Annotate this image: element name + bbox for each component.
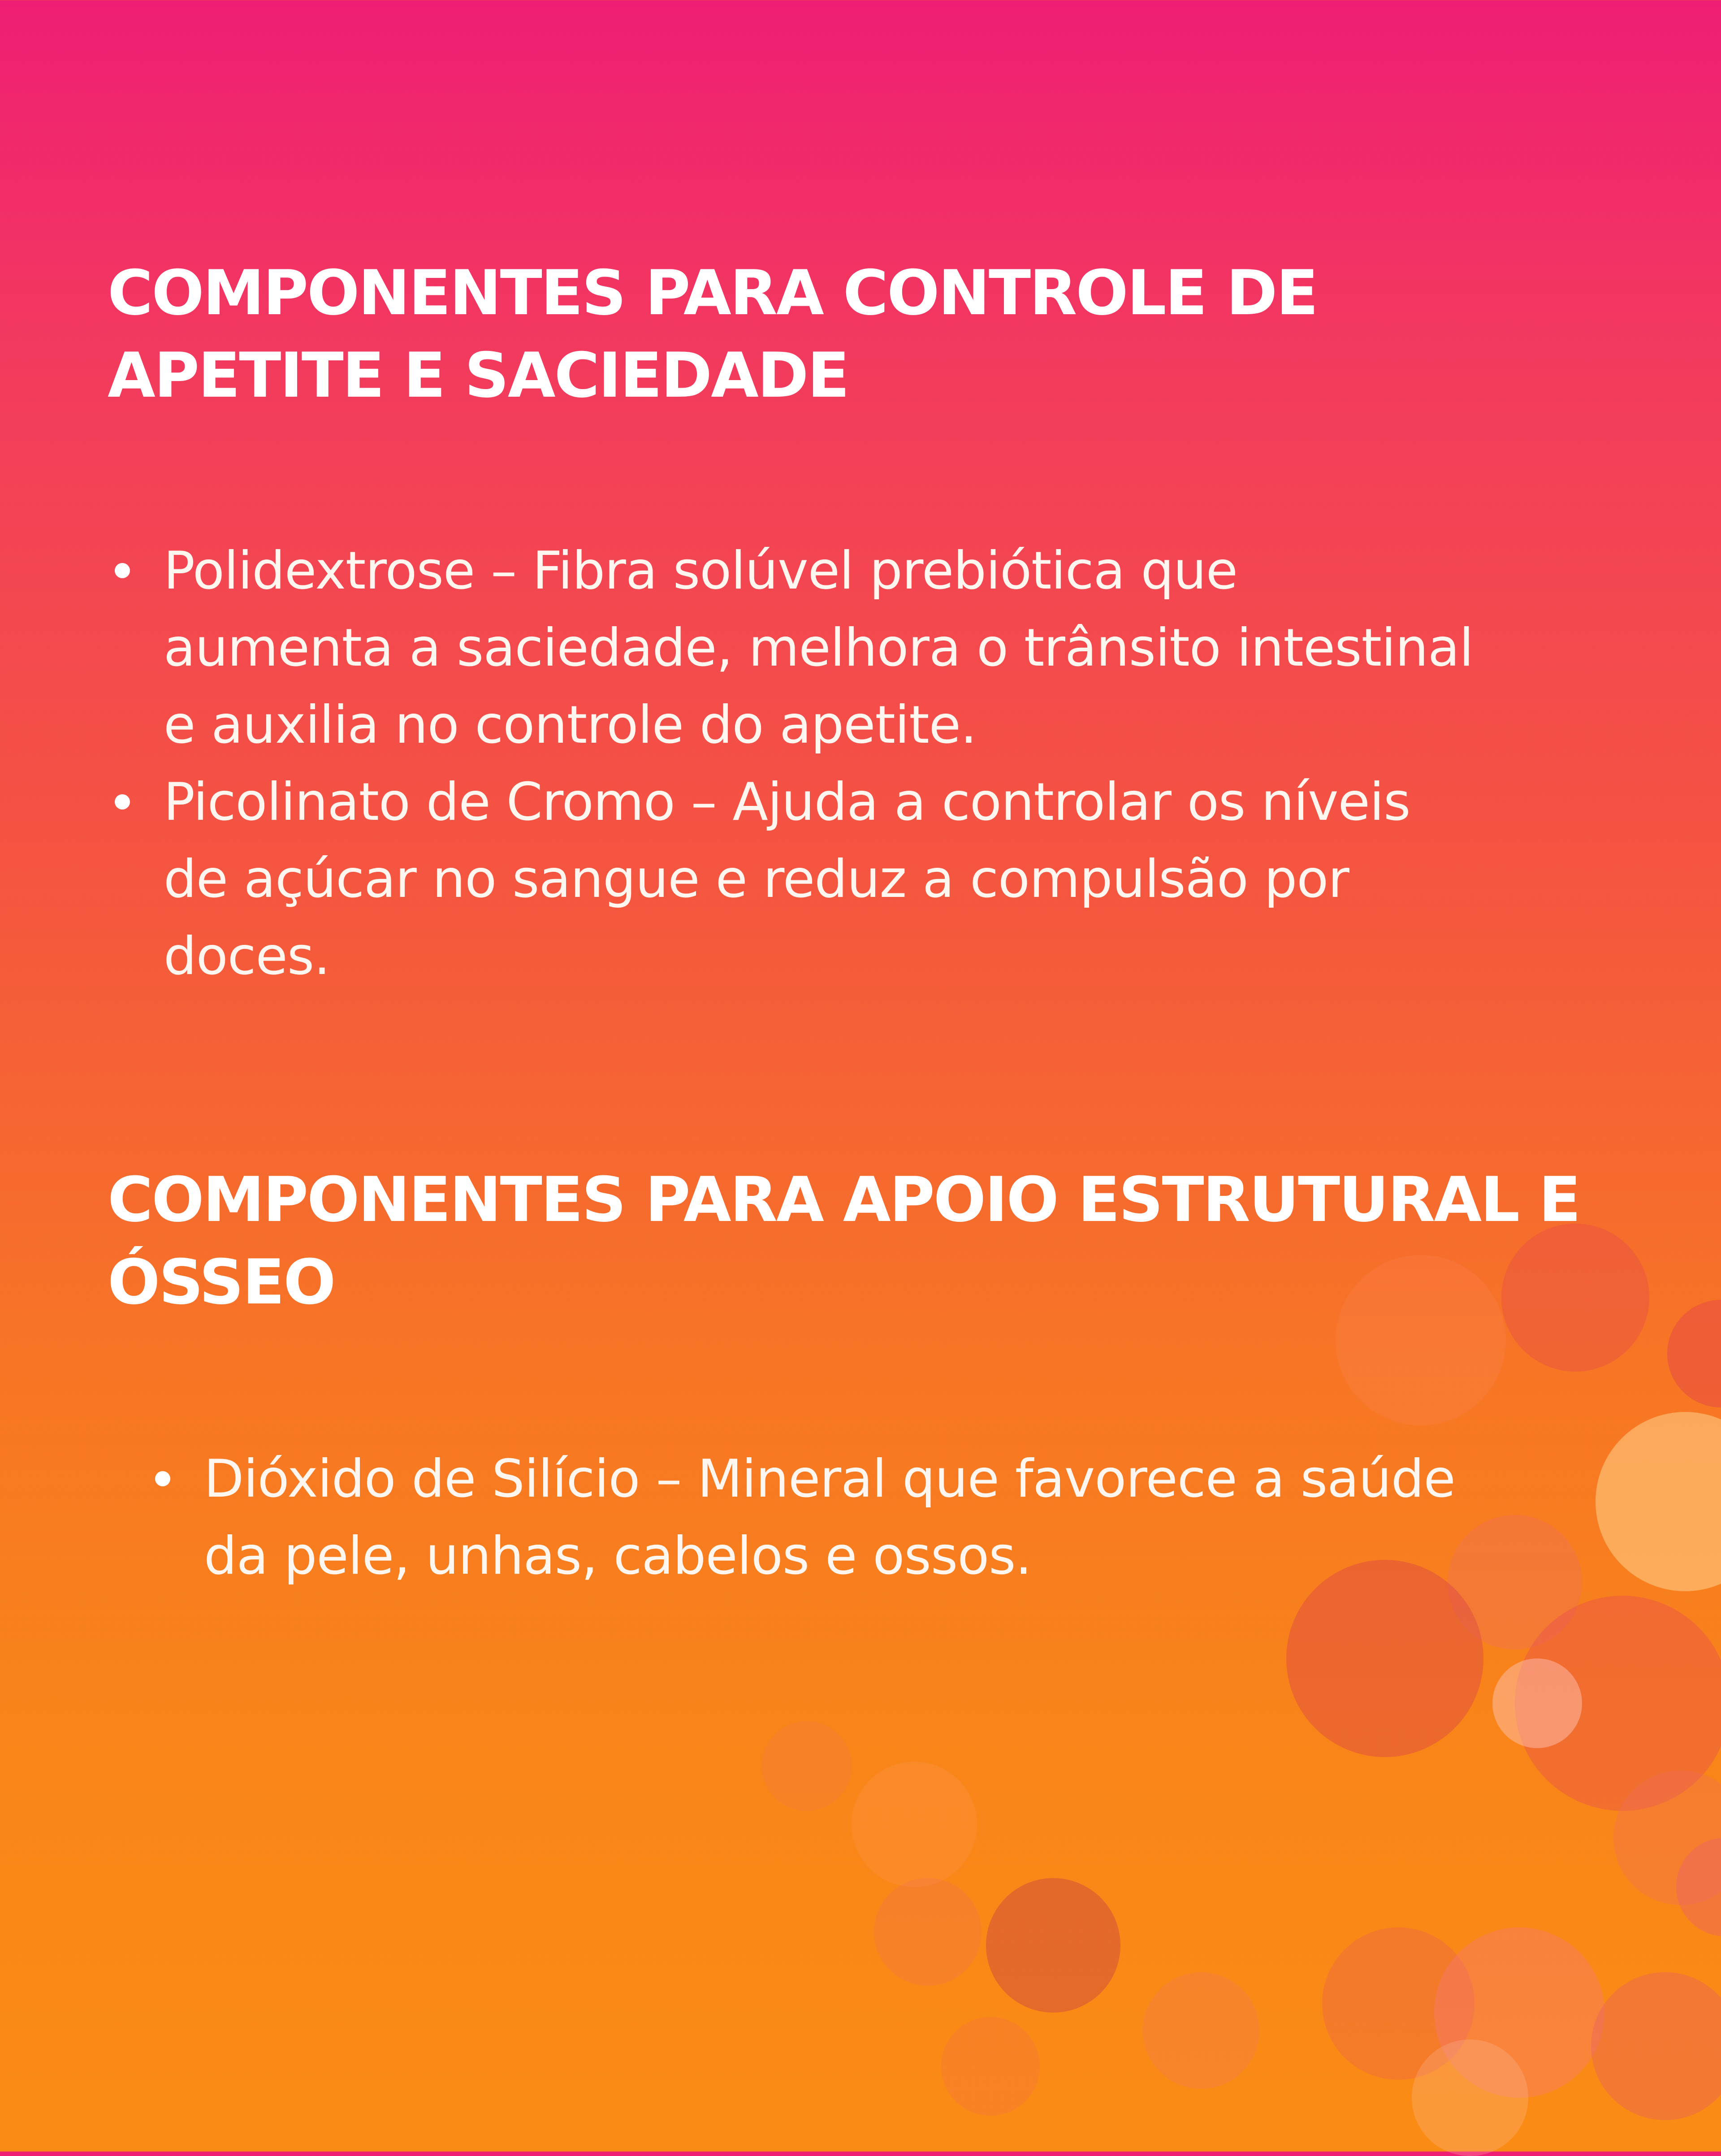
list-item — [112, 533, 1479, 764]
bullet-icon — [115, 563, 130, 578]
section-title-structural: COMPONENTES PARA APOIO ESTRUTURAL E ÓSSEO — [108, 1164, 1580, 1318]
item-text: Picolinato de Cromo – Ajuda a controlar os níveis de açúcar no sangue e reduz a compulsão por doces. — [164, 772, 1410, 987]
list-item — [152, 1441, 1475, 1595]
item-text: Dióxido de Silício – Mineral que favorece a saúde da pele, unhas, cabelos e ossos. — [204, 1449, 1455, 1586]
section-title-appetite: COMPONENTES PARA CONTROLE DE APETITE E SACIEDADE — [108, 257, 1317, 411]
item-text: Polidextrose – Fibra solúvel prebiótica que aumenta a saciedade, melhora o trânsito intestinal e auxilia no controle do apetite. — [164, 541, 1474, 755]
structural-components-list — [152, 1441, 1475, 1595]
appetite-components-list — [112, 533, 1479, 995]
bullet-icon — [155, 1471, 170, 1486]
list-item — [112, 764, 1479, 995]
bullet-icon — [115, 794, 130, 810]
